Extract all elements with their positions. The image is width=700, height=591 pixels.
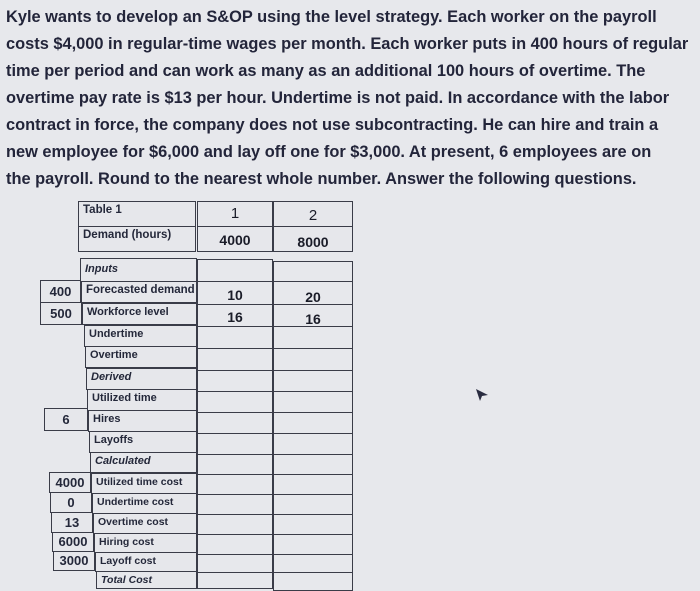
overtime-label: Overtime <box>85 346 197 368</box>
grid-line <box>197 474 353 475</box>
problem-line: new employee for $6,000 and lay off one for $3,000. At present, 6 employees are on <box>6 143 652 161</box>
hiring-cost-label: Hiring cost <box>94 533 197 553</box>
grid-line <box>197 534 353 535</box>
problem-line: costs $4,000 in regular-time wages per month. Each worker puts in 400 hours of regular <box>6 35 689 53</box>
layoff-cost-side-value: 3000 <box>53 551 95 571</box>
problem-line: Kyle wants to develop an S&OP using the level strategy. Each worker on the payroll <box>6 8 657 26</box>
grid-line <box>197 433 353 434</box>
derived-label: Derived <box>86 368 197 390</box>
forecast-1-value: 10 <box>227 287 243 303</box>
workforce-2-value: 16 <box>305 311 321 327</box>
demand-1-value: 4000 <box>219 232 251 248</box>
total-cost-label: Total Cost <box>96 571 197 589</box>
calculated-label: Calculated <box>90 452 197 473</box>
forecasted-demand-label: Forecasted demand <box>81 281 197 303</box>
forecast-side-value: 400 <box>40 280 81 303</box>
hires-label: Hires <box>88 410 197 432</box>
grid-line <box>197 370 353 371</box>
hires-side-value: 6 <box>44 408 88 431</box>
table-title: Table 1 <box>78 201 196 227</box>
workforce-level-label: Workforce level <box>82 303 197 325</box>
undertime-cost-label: Undertime cost <box>92 493 197 514</box>
grid-line <box>197 281 353 282</box>
grid-line <box>197 494 353 495</box>
problem-line: overtime pay rate is $13 per hour. Undertime is not paid. In accordance with the labor <box>6 89 670 107</box>
layoffs-label: Layoffs <box>89 431 197 453</box>
grid-line <box>197 391 353 392</box>
problem-line: time per period and can work as many as an additional 100 hours of overtime. The <box>6 62 646 80</box>
grid-line <box>197 572 353 573</box>
grid-line <box>197 348 353 349</box>
workforce-side-value: 500 <box>40 302 82 325</box>
forecast-2-value: 20 <box>305 289 321 305</box>
undertime-label: Undertime <box>84 325 197 347</box>
mouse-cursor-icon <box>475 388 489 402</box>
grid-line <box>197 412 353 413</box>
demand-label: Demand (hours) <box>78 226 196 252</box>
inputs-label: Inputs <box>80 258 197 282</box>
hiring-cost-side-value: 6000 <box>52 532 94 552</box>
workforce-1-value: 16 <box>227 309 243 325</box>
utilized-time-label: Utilized time <box>87 389 197 411</box>
period-2-label: 2 <box>308 207 318 224</box>
layoff-cost-label: Layoff cost <box>95 552 197 572</box>
utilized-time-cost-label: Utilized time cost <box>91 473 197 494</box>
grid-line <box>197 454 353 455</box>
demand-2-value: 8000 <box>297 234 329 250</box>
period-1-label: 1 <box>230 205 240 222</box>
problem-line: the payroll. Round to the nearest whole number. Answer the following questions. <box>6 170 637 188</box>
undertime-cost-side-value: 0 <box>50 492 92 513</box>
overtime-cost-side-value: 13 <box>51 512 93 533</box>
overtime-cost-label: Overtime cost <box>93 513 197 534</box>
utilized-cost-side-value: 4000 <box>49 472 91 493</box>
problem-line: contract in force, the company does not use subcontracting. He can hire and train a <box>6 116 659 134</box>
grid-line <box>197 514 353 515</box>
grid-line <box>197 554 353 555</box>
